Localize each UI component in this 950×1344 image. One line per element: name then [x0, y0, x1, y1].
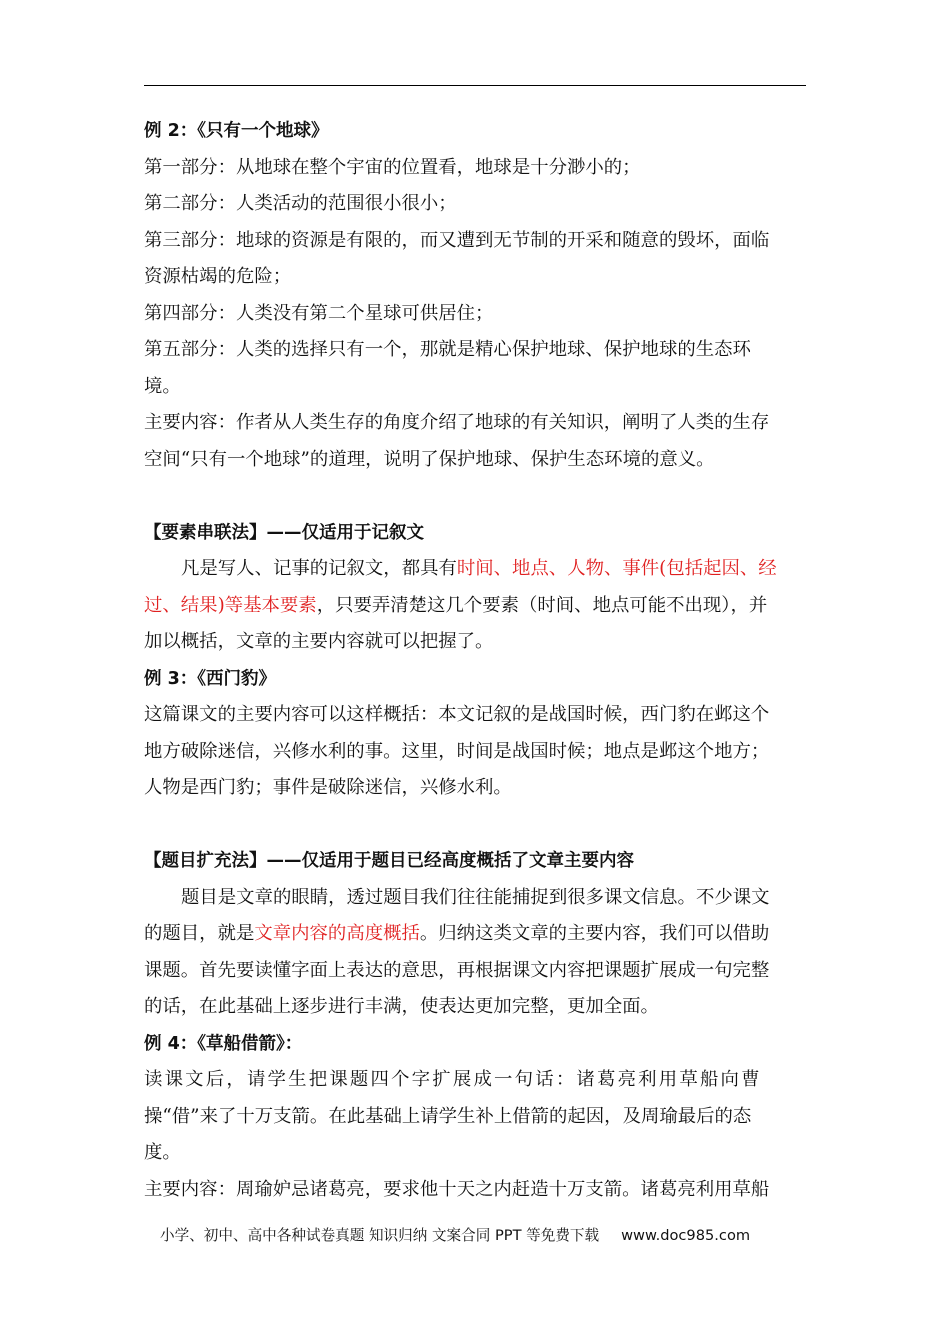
method-title-paragraph-line: 的话，在此基础上逐步进行丰满，使表达更加完整，更加全面。: [144, 996, 659, 1017]
example4-line: 读课文后，请学生把课题四个字扩展成一句话：诸葛亮利用草船向曹: [144, 1069, 762, 1090]
method-title-paragraph-line: [144, 916, 806, 953]
section-gap: [144, 807, 806, 844]
example2-summary-line: 主要内容：作者从人类生存的角度介绍了地球的有关知识，阐明了人类的生存: [144, 412, 770, 433]
plain-text: ，只要弄清楚这几个要素（时间、地点可能不出现），并: [316, 594, 768, 616]
highlight-text: 时间、地点、人物、事件(包括起因、经: [456, 558, 777, 579]
example2-line: 第三部分：地球的资源是有限的，而又遭到无节制的开采和随意的毁坏，面临: [144, 229, 770, 251]
plain-text: 。归纳这类文章的主要内容，我们可以借助: [419, 923, 770, 944]
method-title-heading: 【题目扩充法】——仅适用于题目已经高度概括了文章主要内容: [144, 851, 634, 871]
example2-line: 第二部分：人类活动的范围很小很小；: [144, 193, 457, 214]
highlight-text: 文章内容的高度概括: [254, 923, 420, 944]
method-title-paragraph-line: 题目是文章的眼睛，透过题目我们往往能捕捉到很多课文信息。不少课文: [181, 886, 770, 908]
plain-text: 的题目，就是: [144, 923, 255, 944]
footer-text: 小学、初中、高中各种试卷真题 知识归纳 文案合同 PPT 等免费下载: [160, 1227, 600, 1244]
example2-line: 资源枯竭的危险；: [144, 266, 292, 287]
example2-line: 第五部分：人类的选择只有一个，那就是精心保护地球、保护地球的生态环: [144, 339, 751, 360]
method-elements-paragraph-line: 加以概括，文章的主要内容就可以把握了。: [144, 631, 494, 652]
example4-line: 度。: [144, 1142, 181, 1163]
example4-line: 操“借”来了十万支箭。在此基础上请学生补上借箭的起因，及周瑜最后的态: [144, 1105, 752, 1127]
method-title-paragraph-line: 课题。首先要读懂字面上表达的意思，再根据课文内容把课题扩展成一句完整: [144, 959, 770, 981]
document-body: [144, 113, 806, 1208]
example2-line: 境。: [144, 375, 181, 397]
plain-text: 凡是写人、记事的记叙文，都具有: [181, 558, 457, 579]
method-elements-paragraph-line: [144, 588, 806, 625]
footer-url[interactable]: www.doc985.com: [621, 1227, 751, 1244]
header-rule: [144, 85, 806, 86]
example2-heading: 例 2：《只有一个地球》: [144, 121, 329, 141]
section-gap: [144, 478, 806, 515]
example2-summary-line: 空间“只有一个地球”的道理，说明了保护地球、保护生态环境的意义。: [144, 448, 715, 470]
example3-line: 地方破除迷信，兴修水利的事。这里，时间是战国时候；地点是邺这个地方；: [144, 740, 770, 762]
highlight-text: 过、结果)等基本要素: [144, 594, 317, 616]
example4-summary-line: 主要内容：周瑜妒忌诸葛亮，要求他十天之内赶造十万支箭。诸葛亮利用草船: [144, 1178, 770, 1200]
example3-line: 人物是西门豹；事件是破除迷信，兴修水利。: [144, 777, 512, 798]
footer: [160, 1224, 800, 1248]
example2-line: 第四部分：人类没有第二个星球可供居住；: [144, 302, 494, 324]
example4-heading: 例 4：《草船借箭》：: [144, 1033, 303, 1054]
example3-line: 这篇课文的主要内容可以这样概括：本文记叙的是战国时候，西门豹在邺这个: [144, 704, 770, 725]
method-elements-heading: 【要素串联法】——仅适用于记叙文: [144, 522, 424, 543]
method-elements-paragraph-line: [144, 551, 806, 588]
example2-line: 第一部分：从地球在整个宇宙的位置看，地球是十分渺小的；: [144, 156, 641, 178]
example3-heading: 例 3：《西门豹》: [144, 668, 277, 689]
